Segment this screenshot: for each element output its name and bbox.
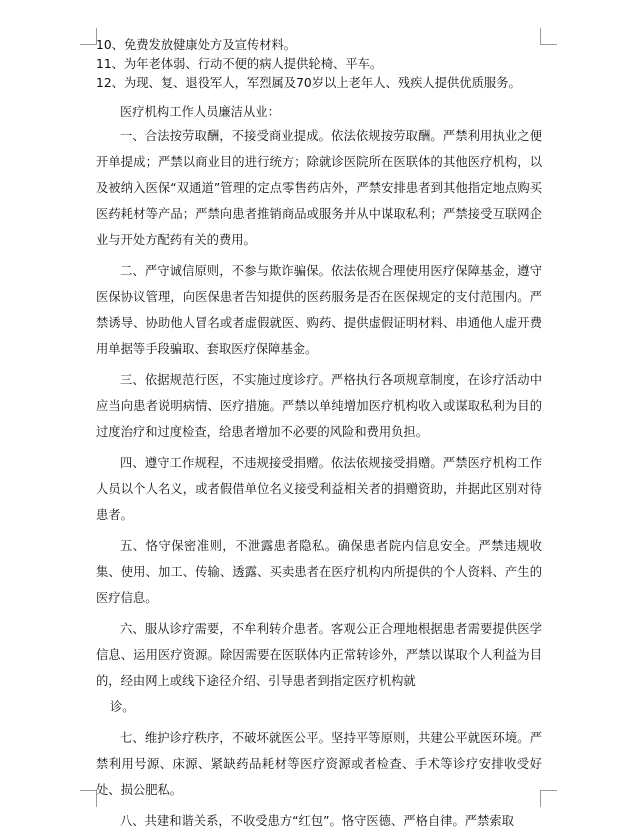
crop-mark-bottom-left [80, 790, 97, 807]
paragraph-6: 六、服从诊疗需要，不牟利转介患者。客观公正合理地根据患者需要提供医学信息、运用医疗资源。除因需要在医联体内正常转诊外，严禁以谋取个人利益为目的，经由网上或线下途径介绍、引导患者到指定医疗机构就 [96, 622, 542, 688]
crop-mark-bottom-right [540, 790, 557, 807]
paragraph-8: 八、共建和谐关系，不收受患方“红包”。恪守医德、严格自律。严禁索取 [120, 814, 514, 828]
list-item: 12、为现、复、退役军人，军烈属及70岁以上老年人、残疾人提供优质服务。 [96, 76, 521, 90]
paragraph-4: 四、遵守工作规程，不违规接受捐赠。依法依规接受捐赠。严禁医疗机构工作人员以个人名义，或者假借单位名义接受利益相关者的捐赠资助，并据此区别对待患者。 [96, 456, 542, 522]
section-heading: 医疗机构工作人员廉洁从业： [120, 105, 280, 119]
document-body [96, 36, 542, 834]
list-item: 11、为年老体弱、行动不便的病人提供轮椅、平车。 [96, 57, 383, 71]
paragraph-2: 二、严守诚信原则，不参与欺诈骗保。依法依规合理使用医疗保障基金，遵守医保协议管理，向医保患者告知提供的医药服务是否在医保规定的支付范围内。严禁诱导、协助他人冒名或者虚假就医、购药、提供虚假证明材料、串通他人虚开费用单据等手段骗取、套取医疗保障基金。 [96, 264, 542, 356]
paragraph-1: 一、合法按劳取酬，不接受商业提成。依法依规按劳取酬。严禁利用执业之便开单提成；严禁以商业目的进行统方；除就诊医院所在医联体的其他医疗机构，以及被纳入医保“双通道”管理的定点零售药店外，严禁安排患者到其他指定地点购买医药耗材等产品；严禁向患者推销商品或服务并从中谋取私利；严禁接受互联网企业与开处方配药有关的费用。 [96, 129, 542, 247]
paragraph-5: 五、恪守保密准则，不泄露患者隐私。确保患者院内信息安全。严禁违规收集、使用、加工、传输、透露、买卖患者在医疗机构内所提供的个人资料、产生的医疗信息。 [96, 539, 542, 605]
crop-mark-top-right [540, 28, 557, 45]
paragraph-6-tail: 诊。 [110, 700, 135, 714]
crop-mark-top-left [80, 28, 97, 45]
paragraph-3: 三、依据规范行医，不实施过度诊疗。严格执行各项规章制度，在诊疗活动中应当向患者说明病情、医疗措施。严禁以单纯增加医疗机构收入或谋取私利为目的过度治疗和过度检查，给患者增加不必要的风险和费用负担。 [96, 373, 542, 439]
paragraph-7: 七、维护诊疗秩序，不破坏就医公平。坚持平等原则，共建公平就医环境。严禁利用号源、床源、紧缺药品耗材等医疗资源或者检查、手术等诊疗安排收受好处、损公肥私。 [96, 731, 542, 797]
list-item: 10、免费发放健康处方及宣传材料。 [96, 38, 297, 52]
